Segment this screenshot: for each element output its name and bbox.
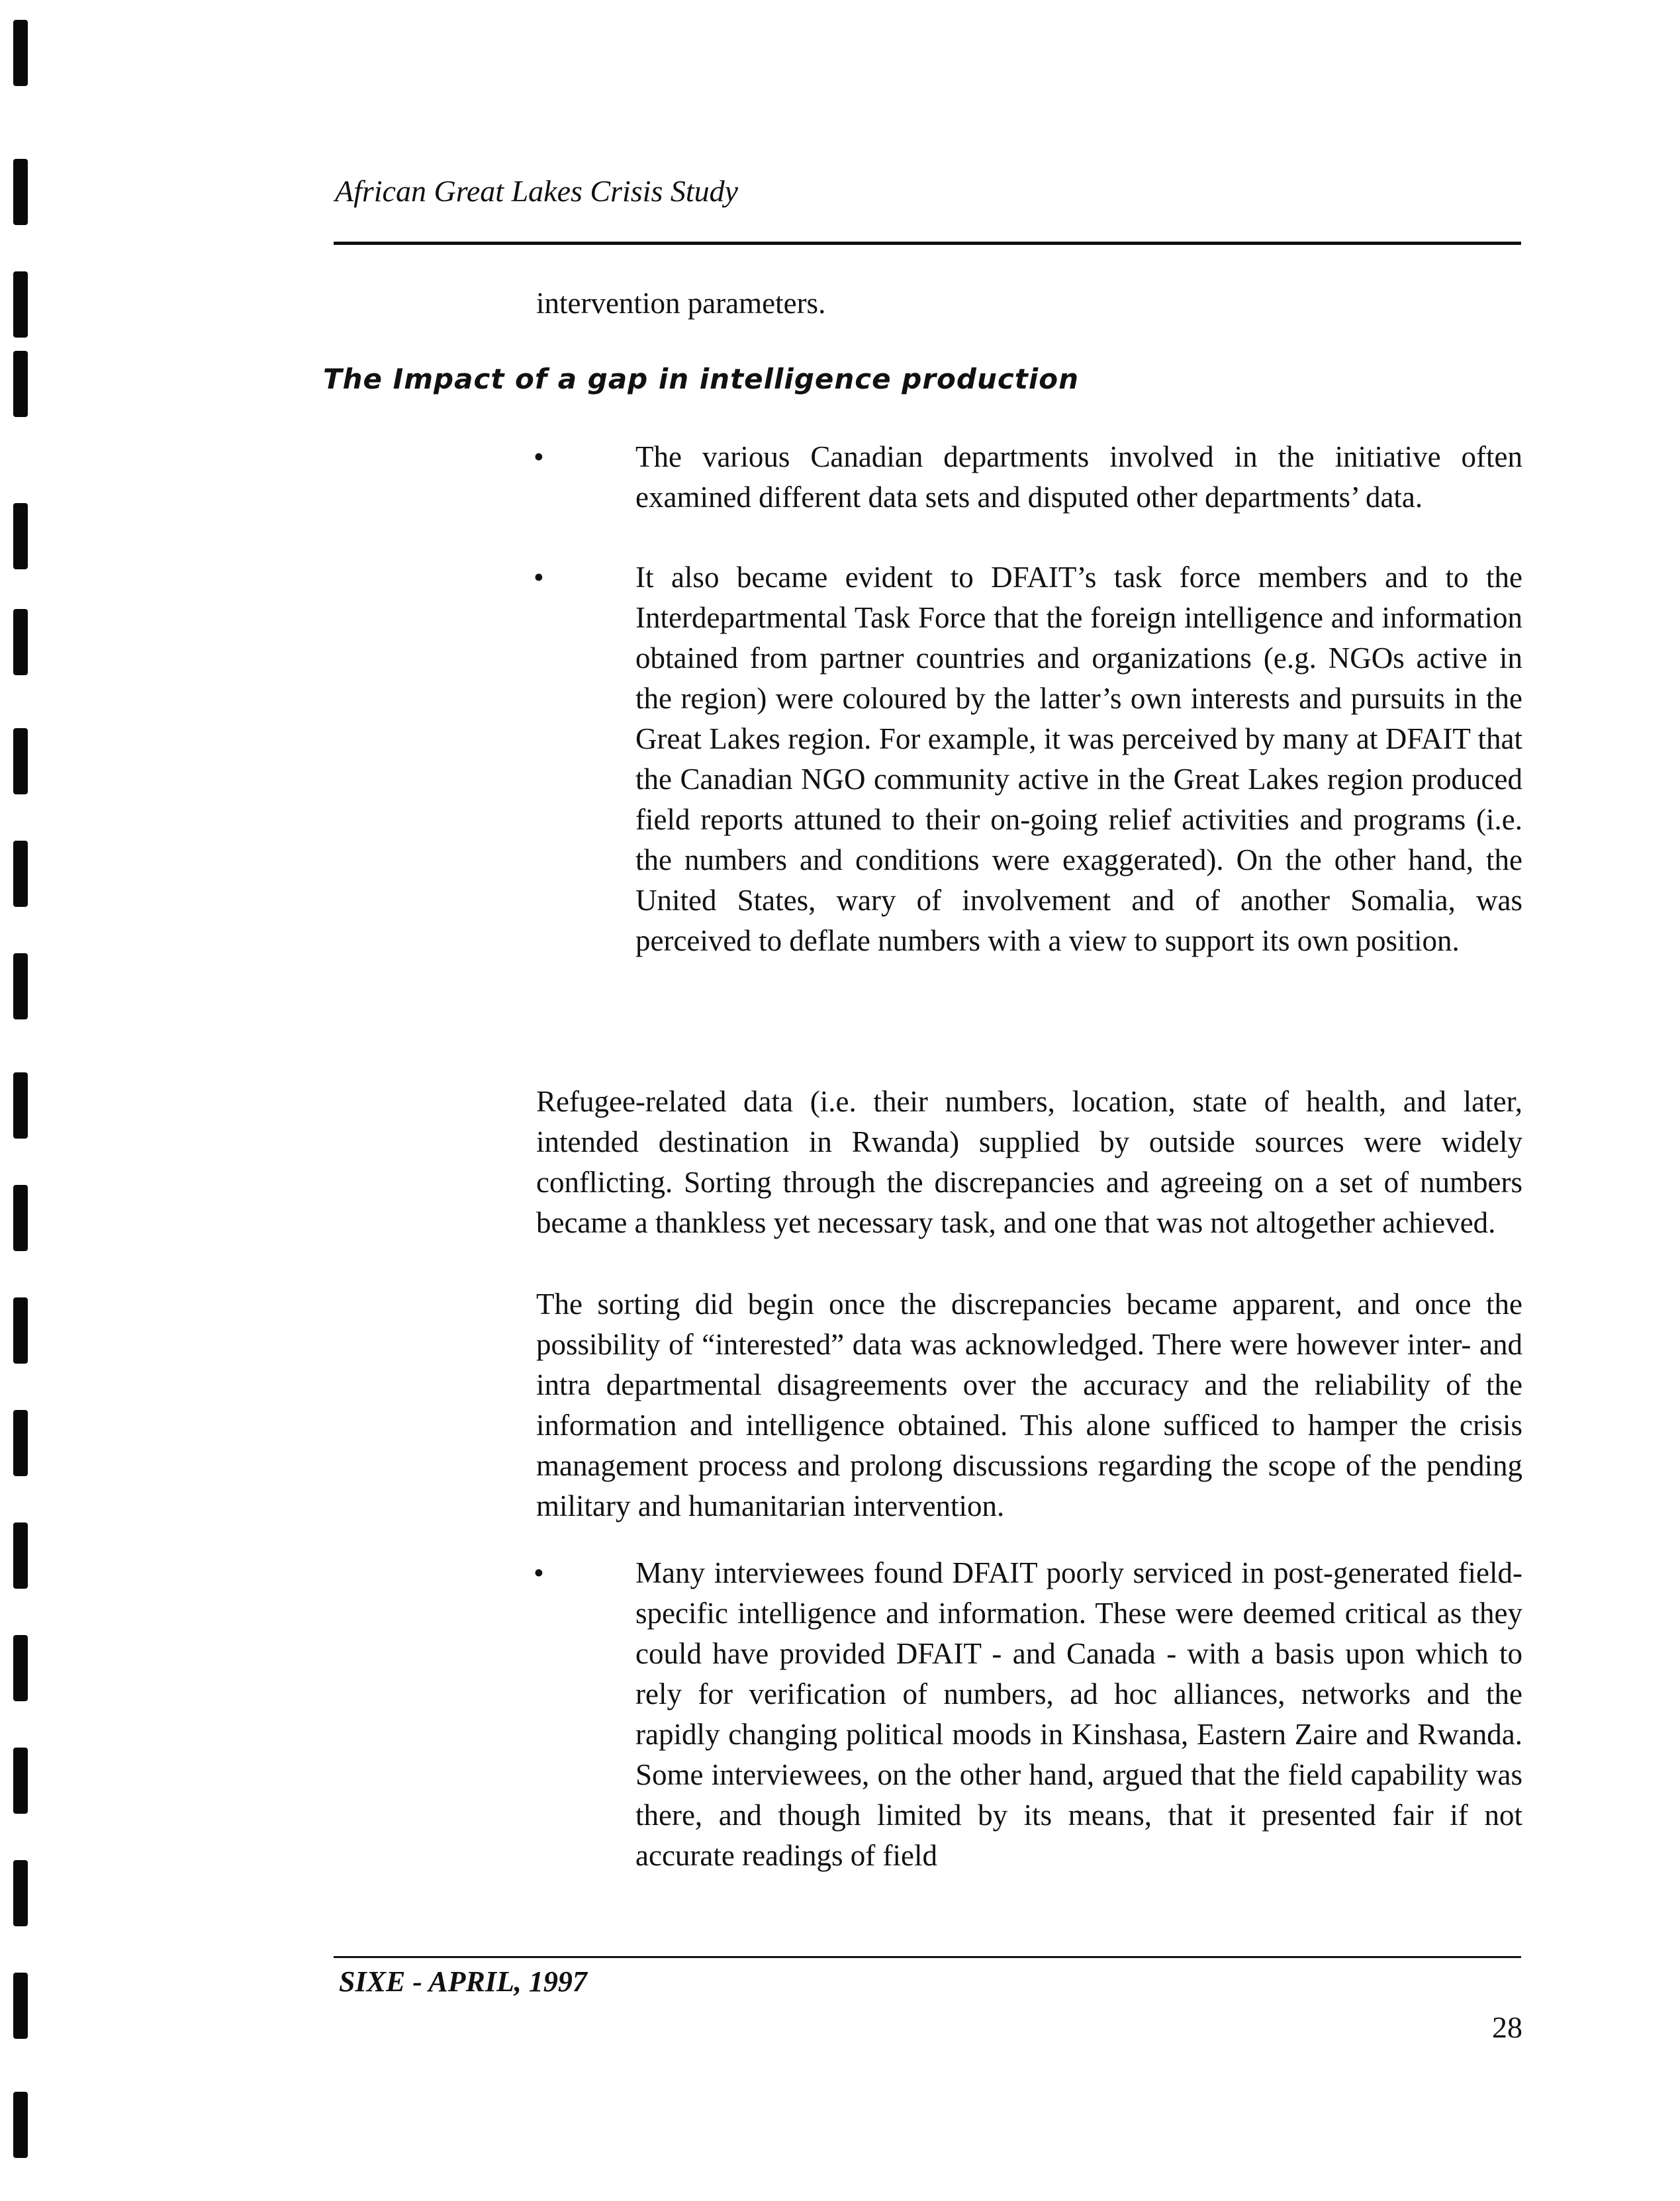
- header-rule: [334, 242, 1521, 245]
- binding-mark: [13, 159, 28, 225]
- binding-mark: [13, 271, 28, 338]
- bullet-text: It also became evident to DFAIT’s task force members and to the Interdepartmental Task Force that the foreign intelligence and information obtained from partner countries and organizations (e.g. NGOs active in the region) were coloured by the latter’s own interests and pursuits in the Great Lakes region. For example, it was perceived by many at DFAIT that the Canadian NGO community active in the Great Lakes region produced field reports attuned to their on-going relief activities and programs (i.e. the numbers and conditions were exaggerated). On the other hand, the United States, wary of involvement and of another Somalia, was perceived to deflate numbers with a view to support its own position.: [635, 561, 1522, 957]
- binding-mark: [13, 609, 28, 675]
- footer-date: SIXE - APRIL, 1997: [339, 1965, 587, 1998]
- binding-mark: [13, 1522, 28, 1589]
- continuation-text: intervention parameters.: [536, 287, 826, 320]
- binding-mark: [13, 2092, 28, 2158]
- binding-marks: [13, 0, 40, 2201]
- bullet-dot: •: [534, 440, 544, 473]
- binding-mark: [13, 728, 28, 794]
- bullet-dot: •: [534, 1556, 544, 1589]
- binding-mark: [13, 1410, 28, 1476]
- bullet-text: Many interviewees found DFAIT poorly serviced in post-generated field-specific intelligence and information. These were deemed critical as they could have provided DFAIT - and Canada - with a basis upon which to rely for verification of numbers, ad hoc alliances, networks and the rapidly changing political moods in Kinshasa, Eastern Zaire and Rwanda. Some interviewees, on the other hand, argued that the field capability was there, and though limited by its means, that it presented fair if not accurate readings of field: [635, 1556, 1522, 1872]
- binding-mark: [13, 1072, 28, 1139]
- binding-mark: [13, 953, 28, 1019]
- binding-mark: [13, 1748, 28, 1814]
- binding-mark: [13, 1635, 28, 1701]
- binding-mark: [13, 1185, 28, 1251]
- bullet-item: [534, 1553, 1522, 1876]
- binding-mark: [13, 1973, 28, 2039]
- binding-mark: [13, 841, 28, 907]
- binding-mark: [13, 1860, 28, 1926]
- bullet-text: The various Canadian departments involved in the initiative often examined different data sets and disputed other departments’ data.: [635, 440, 1522, 514]
- binding-mark: [13, 351, 28, 417]
- bullet-item: [534, 557, 1522, 961]
- body-paragraph: The sorting did begin once the discrepancies became apparent, and once the possibility of “interested” data was acknowledged. There were however inter- and intra departmental disagreements over the accuracy and the reliability of the information and intelligence obtained. This alone sufficed to hamper the crisis management process and prolong discussions regarding the scope of the pending military and humanitarian intervention.: [536, 1288, 1522, 1522]
- running-header: African Great Lakes Crisis Study: [335, 174, 739, 208]
- body-paragraph: Refugee-related data (i.e. their numbers, location, state of health, and later, intended destination in Rwanda) supplied by outside sources were widely conflicting. Sorting through the discrepancies and agreeing on a set of numbers became a thankless yet necessary task, and one that was not altogether achieved.: [536, 1085, 1522, 1239]
- binding-mark: [13, 20, 28, 86]
- bullet-dot: •: [534, 561, 544, 594]
- page-number: 28: [1492, 2010, 1522, 2044]
- bullet-item: [534, 437, 1522, 518]
- section-heading: The Impact of a gap in intelligence production: [323, 363, 1079, 395]
- footer-rule: [334, 1956, 1521, 1958]
- binding-mark: [13, 503, 28, 569]
- binding-mark: [13, 1297, 28, 1364]
